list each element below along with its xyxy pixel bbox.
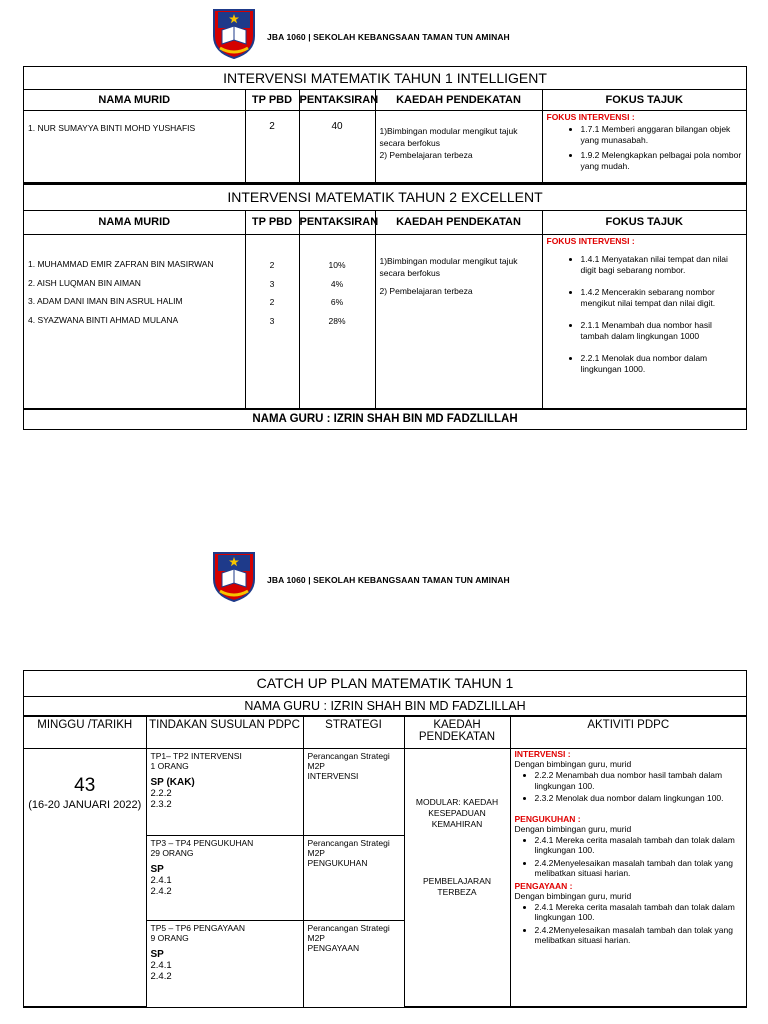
- kaedah-line: 1)Bimbingan modular mengikut tajuk secara berfokus: [379, 125, 518, 148]
- list-item: • 1.9.2 Melengkapkan pelbagai pola nombor yang mudah.: [581, 150, 743, 172]
- strategi-line: M2P: [307, 933, 325, 943]
- table-row: [24, 110, 746, 182]
- col-kaedah: KAEDAH PENDEKATAN: [375, 211, 542, 235]
- sp-label: SP: [150, 864, 164, 875]
- student-name: 2. AISH LUQMAN BIN AIMAN: [28, 277, 141, 288]
- list-item: • 2.4.1 Mereka cerita masalah tambah dan tolak dalam lingkungan 100.: [535, 835, 743, 856]
- col-minggu: MINGGU /TARIKH: [24, 717, 146, 749]
- kaedah-line: 2) Pembelajaran terbeza: [379, 149, 473, 160]
- col-fokus: FOKUS TAJUK: [542, 211, 746, 235]
- sp-label: SP (KAK): [150, 777, 195, 788]
- group-title: TP3 – TP4 PENGUKUHAN: [150, 838, 254, 848]
- col-aktiviti: AKTIVITI PDPC: [510, 717, 746, 749]
- col-pentaksiran: PENTAKSIRAN: [299, 90, 375, 110]
- strategi-line: Perancangan Strategi: [307, 838, 390, 848]
- score-value: 40: [331, 120, 343, 132]
- school-name: JBA 1060 | SEKOLAH KEBANGSAAN TAMAN TUN AMINAH: [267, 575, 510, 585]
- tp-value: 3: [269, 315, 275, 326]
- col-kaedah: KAEDAH PENDEKATAN: [375, 90, 542, 110]
- list-item: • 1.7.1 Memberi anggaran bilangan objek yang munasabah.: [581, 124, 743, 146]
- aktiviti-intro: Dengan bimbingan guru, murid: [514, 823, 632, 834]
- score-value: 4%: [330, 278, 344, 289]
- sp-code: 2.4.1: [150, 960, 172, 971]
- sp-code: 2.4.2: [150, 886, 172, 897]
- kaedah-terbeza: PEMBELAJARAN TERBEZA: [422, 876, 492, 897]
- table-row: [24, 235, 746, 409]
- school-crest-icon: [212, 549, 256, 603]
- tp-value: 3: [269, 278, 275, 289]
- sp-code: 2.4.1: [150, 875, 172, 886]
- col-pentaksiran: PENTAKSIRAN: [299, 211, 375, 235]
- student-name: 1. NUR SUMAYYA BINTI MOHD YUSHAFIS: [28, 122, 196, 133]
- strategi-line: INTERVENSI: [307, 771, 359, 781]
- col-fokus: FOKUS TAJUK: [542, 90, 746, 110]
- plan-header-row: [24, 717, 746, 749]
- kaedah-line: 1)Bimbingan modular mengikut tajuk secara berfokus: [379, 256, 518, 278]
- col-nama-murid: NAMA MURID: [24, 211, 245, 235]
- week-date: (16-20 JANUARI 2022): [28, 799, 142, 811]
- week-number: 43: [74, 775, 96, 796]
- kaedah-modular: MODULAR: KAEDAH KESEPADUAN KEMAHIRAN: [415, 797, 499, 829]
- page-header-2: [0, 549, 768, 609]
- list-item: • 2.2.2 Menambah dua nombor hasil tambah dalam lingkungan 100.: [535, 770, 743, 791]
- list-item: • 2.1.1 Menambah dua nombor hasil tambah dalam lingkungan 1000: [581, 320, 743, 342]
- aktiviti-label: PENGAYAAN :: [514, 880, 573, 891]
- list-item: • 2.3.2 Menolak dua nombor dalam lingkungan 100.: [535, 793, 743, 804]
- table1-header-row: [24, 90, 746, 110]
- student-name: 3. ADAM DANI IMAN BIN ASRUL HALIM: [28, 296, 183, 306]
- strategi-line: PENGUKUHAN: [307, 858, 368, 868]
- list-item: • 1.4.2 Mencerakin sebarang nombor mengikut nilai tempat dan nilai digit.: [581, 287, 743, 309]
- school-name: JBA 1060 | SEKOLAH KEBANGSAAN TAMAN TUN AMINAH: [267, 32, 510, 42]
- tp-value: 2: [269, 260, 275, 270]
- list-item: • 2.4.2Menyelesaikan masalah tambah dan tolak yang melibatkan situasi harian.: [535, 858, 743, 879]
- intervention-box: [23, 66, 747, 430]
- catch-up-plan-box: [23, 670, 747, 1008]
- page-header-1: [0, 6, 768, 66]
- teacher-name: NAMA GURU : IZRIN SHAH BIN MD FADZLILLAH: [24, 409, 746, 429]
- strategi-line: Perancangan Strategi: [307, 751, 390, 761]
- school-crest-icon: [212, 6, 256, 60]
- sp-code: 2.4.2: [150, 971, 172, 982]
- strategi-line: M2P: [307, 848, 325, 858]
- table2-header-row: [24, 211, 746, 235]
- tp-value: 2: [269, 120, 275, 132]
- strategi-line: PENGAYAAN: [307, 943, 360, 953]
- aktiviti-label: PENGUKUHAN :: [514, 813, 581, 824]
- kaedah-line: 2) Pembelajaran terbeza: [379, 286, 473, 296]
- col-tindakan: TINDAKAN SUSULAN PDPC: [146, 717, 303, 749]
- group-count: 9 ORANG: [150, 933, 189, 943]
- table1: [24, 90, 746, 183]
- group-title: TP5 – TP6 PENGAYAAN: [150, 923, 245, 933]
- aktiviti-intro: Dengan bimbingan guru, murid: [514, 890, 632, 901]
- score-value: 6%: [330, 297, 344, 307]
- group-title: TP1– TP2 INTERVENSI: [150, 751, 242, 761]
- aktiviti-intro: Dengan bimbingan guru, murid: [514, 759, 632, 769]
- group-count: 29 ORANG: [150, 848, 194, 858]
- list-item: • 2.2.1 Menolak dua nombor dalam lingkungan 1000.: [581, 353, 743, 375]
- plan-title: CATCH UP PLAN MATEMATIK TAHUN 1: [24, 671, 746, 697]
- sp-code: 2.3.2: [150, 799, 172, 810]
- col-tp-pbd: TP PBD: [245, 211, 299, 235]
- aktiviti-label: INTERVENSI :: [514, 749, 571, 759]
- table2-title: INTERVENSI MATEMATIK TAHUN 2 EXCELLENT: [24, 183, 746, 211]
- col-strategi: STRATEGI: [303, 717, 404, 749]
- table1-title: INTERVENSI MATEMATIK TAHUN 1 INTELLIGENT: [24, 67, 746, 90]
- strategi-line: Perancangan Strategi: [307, 923, 390, 933]
- col-kaedah: KAEDAH PENDEKATAN: [404, 717, 510, 749]
- strategi-line: M2P: [307, 761, 325, 771]
- col-nama-murid: NAMA MURID: [24, 90, 245, 110]
- sp-code: 2.2.2: [150, 788, 172, 799]
- student-name: 1. MUHAMMAD EMIR ZAFRAN BIN MASIRWAN: [28, 259, 214, 269]
- group-count: 1 ORANG: [150, 761, 189, 771]
- score-value: 10%: [328, 260, 346, 270]
- sp-label: SP: [150, 949, 164, 960]
- list-item: • 2.4.2Menyelesaikan masalah tambah dan tolak yang melibatkan situasi harian.: [535, 925, 743, 946]
- table2: [24, 211, 746, 410]
- plan-table: [24, 716, 746, 1007]
- tp-value: 2: [269, 297, 275, 307]
- fokus-label: FOKUS INTERVENSI :: [546, 111, 635, 122]
- col-tp-pbd: TP PBD: [245, 90, 299, 110]
- score-value: 28%: [328, 315, 346, 326]
- list-item: • 2.4.1 Mereka cerita masalah tambah dan tolak dalam lingkungan 100.: [535, 902, 743, 923]
- fokus-label: FOKUS INTERVENSI :: [546, 236, 635, 246]
- table-row: [24, 749, 746, 836]
- list-item: • 1.4.1 Menyatakan nilai tempat dan nilai digit bagi sebarang nombor.: [581, 254, 743, 276]
- plan-teacher: NAMA GURU : IZRIN SHAH BIN MD FADZLILLAH: [24, 697, 746, 716]
- student-name: 4. SYAZWANA BINTI AHMAD MULANA: [28, 314, 179, 325]
